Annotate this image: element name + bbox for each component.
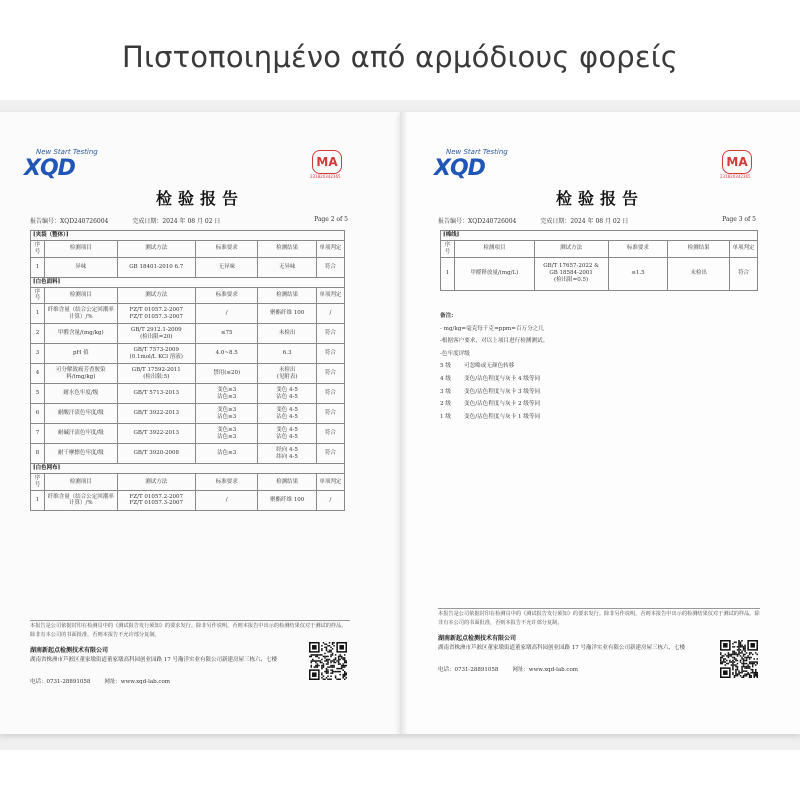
row-item: 纤维含量（结合公定回潮率计算）/% — [45, 490, 117, 510]
row-method: GB/T 5713-2013 — [117, 384, 196, 404]
row-verdict: 符合 — [316, 384, 344, 404]
row-no: 2 — [31, 324, 45, 344]
row-verdict: 符合 — [316, 364, 344, 384]
note-line: - mg/kg=毫克每千克=ppm=百万分之几 — [440, 325, 544, 332]
table-row — [31, 404, 345, 424]
row-requirement: 变色≥3 沾色≥3 — [196, 384, 258, 404]
col-requirement-header: 标准要求 — [196, 287, 258, 304]
row-no: 7 — [31, 424, 45, 444]
company-website: 网址：www.xqd-lab.com — [104, 679, 170, 685]
section-title: [夹袋（整体）] — [31, 231, 345, 241]
row-method: GB/T 17657-2022 & GB 18584-2001 (检出限=0.5) — [534, 257, 608, 290]
note-line: -根据客户要求，对以上项目进行检测测试。 — [440, 338, 549, 345]
table-row — [31, 324, 345, 344]
qr-code — [720, 640, 758, 678]
section-title: [白色网布] — [31, 464, 345, 474]
report-statement: 本报告是公司依据封印在检测员中的《测试报告发行须知》的要求发行。除非另作说明，否则本报告中出示的检测结果仅对于测试的样品。除非有本公司的书面批准，否则本报告不允许部分复制。 — [30, 623, 347, 638]
col-no-header: 序号 — [31, 240, 45, 257]
row-requirement: 变色≥3 沾色≥3 — [196, 424, 258, 444]
page-heading: Πιστοποιημένο από αρμόδιους φορείς — [121, 40, 679, 74]
table-row — [441, 257, 758, 290]
report-statement: 本报告是公司依据封印在检测员中的《测试报告发行须知》的要求发行。除非另作说明，否则本报告中出示的检测结果仅对于测试的样品。除非有本公司的书面批准，否则本报告不允许部分复制。 — [438, 611, 760, 626]
row-result: 未检出 — [258, 324, 316, 344]
col-item-header: 检测项目 — [45, 240, 117, 257]
col-method-header: 测试方法 — [117, 287, 196, 304]
row-method: GB/T 17592-2011 (检出限:5) — [117, 364, 196, 384]
col-requirement-header: 标准要求 — [196, 240, 258, 257]
section-row — [31, 231, 345, 241]
col-verdict-header: 单项判定 — [316, 240, 344, 257]
row-no: 1 — [31, 257, 45, 277]
col-result-header: 检测结果 — [258, 474, 316, 491]
col-item-header: 检测项目 — [45, 287, 117, 304]
grade-level: 2 级 — [440, 401, 451, 408]
row-requirement: / — [196, 304, 258, 324]
row-verdict: / — [316, 304, 344, 324]
xqd-logo: New Start Testing XQD — [24, 148, 98, 181]
col-result-header: 检测结果 — [668, 240, 730, 257]
row-method: GB/T 3922-2013 — [117, 404, 196, 424]
row-method: FZ/T 01057.2-2007 FZ/T 01057.3-2007 — [117, 490, 196, 510]
row-item: 异味 — [45, 257, 117, 277]
grade-level: 5 级 — [440, 363, 451, 370]
row-requirement: ≤75 — [196, 324, 258, 344]
row-method: GB/T 2912.1-2009 (检出限=20) — [117, 324, 196, 344]
row-item: 耐酸汗渍色牢度/级 — [45, 404, 117, 424]
row-requirement: 变色≥3 沾色≥3 — [196, 404, 258, 424]
col-no-header: 序号 — [31, 474, 45, 491]
section-row — [31, 277, 345, 287]
qr-code — [309, 642, 347, 680]
grade-description: 变色/沾色程度与灰卡 4 级等同 — [464, 375, 541, 382]
row-result: 聚酯纤维 100 — [258, 490, 316, 510]
table-row — [31, 304, 345, 324]
grade-line — [440, 386, 760, 399]
row-item: 甲醛释放量/(mg/L) — [454, 257, 534, 290]
report-page-2 — [0, 112, 400, 734]
grade-level: 4 级 — [440, 375, 451, 382]
company-address: 湖南省株洲市芦淞区董家墩街道董家墩高科园创业园路 17 号瀚洋实业有限公司新建房屋三栋六、七楼 — [30, 657, 277, 663]
report-meta — [30, 216, 348, 225]
row-verdict: 符合 — [316, 344, 344, 364]
col-method-header: 测试方法 — [117, 474, 196, 491]
row-item: 耐碱汗渍色牢度/级 — [45, 424, 117, 444]
row-item: 纤维含量（结合公定回潮率计算）/% — [45, 304, 117, 324]
cma-seal: MA — [722, 150, 752, 174]
header-row — [31, 240, 345, 257]
cma-number: 231820342365 — [310, 174, 341, 179]
row-result: 无异味 — [258, 257, 316, 277]
company-phone: 电话：0731-28891058 — [438, 667, 499, 673]
cma-seal: MA — [312, 150, 342, 174]
row-no: 6 — [31, 404, 45, 424]
results-table — [30, 230, 345, 511]
row-requirement: 4.0~8.5 — [196, 344, 258, 364]
row-verdict: / — [316, 490, 344, 510]
grade-description: 变色/沾色程度与灰卡 3 级等同 — [464, 388, 541, 395]
row-no: 4 — [31, 364, 45, 384]
footer-rule — [30, 620, 350, 621]
notes-block — [440, 310, 760, 423]
row-item: pH 值 — [45, 344, 117, 364]
grade-line — [440, 411, 760, 424]
report-meta — [438, 216, 756, 225]
col-method-header: 测试方法 — [534, 240, 608, 257]
row-requirement: 沾色≥3 — [196, 444, 258, 464]
col-item-header: 检测项目 — [45, 474, 117, 491]
footer-rule — [438, 608, 760, 609]
row-method: FZ/T 01057.2-2007 FZ/T 01057.3-2007 — [117, 304, 196, 324]
row-item: 可分解致癌芳香胺染料/(mg/kg) — [45, 364, 117, 384]
row-requirement: / — [196, 490, 258, 510]
row-method: GB 18401-2010 6.7 — [117, 257, 196, 277]
row-no: 1 — [31, 490, 45, 510]
company-name: 湖南新起点检测技术有限公司 — [30, 647, 109, 654]
company-contact — [30, 677, 292, 688]
col-requirement-header: 标准要求 — [608, 240, 668, 257]
row-result: 未检出 — [668, 257, 730, 290]
col-requirement-header: 标准要求 — [196, 474, 258, 491]
company-contact — [438, 665, 710, 676]
row-verdict: 符合 — [316, 444, 344, 464]
col-verdict-header: 单项判定 — [316, 287, 344, 304]
company-phone: 电话：0731-28891058 — [30, 679, 91, 685]
row-method: GB/T 3920-2008 — [117, 444, 196, 464]
table-row — [31, 444, 345, 464]
notes-title: 备注: — [440, 313, 454, 319]
row-requirement: 无异味 — [196, 257, 258, 277]
grade-description: 可忽略或无颜色转移 — [464, 363, 515, 370]
row-no: 3 — [31, 344, 45, 364]
row-result: 变色 4-5 沾色 4-5 — [258, 384, 316, 404]
header-row — [31, 474, 345, 491]
grade-line — [440, 398, 760, 411]
row-result: 6.3 — [258, 344, 316, 364]
xqd-logo: New Start Testing XQD — [434, 148, 508, 181]
table-row — [31, 384, 345, 404]
grade-line — [440, 360, 760, 373]
row-result: 聚酯纤维 100 — [258, 304, 316, 324]
col-result-header: 检测结果 — [258, 240, 316, 257]
row-requirement: 禁用(≤20) — [196, 364, 258, 384]
col-item-header: 检测项目 — [454, 240, 534, 257]
note-line: -色牢度评级 — [440, 350, 470, 357]
col-verdict-header: 单项判定 — [730, 240, 758, 257]
section-title: [白色面料] — [31, 277, 345, 287]
company-name: 湖南新起点检测技术有限公司 — [438, 635, 517, 642]
col-no-header: 序号 — [31, 287, 45, 304]
row-no: 1 — [31, 304, 45, 324]
col-no-header: 序号 — [441, 240, 455, 257]
section-title: [棉线] — [441, 231, 758, 241]
row-method: GB/T 3922-2013 — [117, 424, 196, 444]
table-row — [31, 490, 345, 510]
report-date: 完成日期：2024 年 08 月 02 日 — [540, 218, 629, 225]
row-no: 1 — [441, 257, 455, 290]
section-row — [31, 464, 345, 474]
row-verdict: 符合 — [316, 257, 344, 277]
page-number: Page 3 of 5 — [722, 216, 756, 223]
row-no: 8 — [31, 444, 45, 464]
row-verdict: 符合 — [316, 424, 344, 444]
header-row — [31, 287, 345, 304]
section-row — [441, 231, 758, 241]
row-result: 变色 4-5 沾色 4-5 — [258, 424, 316, 444]
row-verdict: 符合 — [730, 257, 758, 290]
report-title: 检验报告 — [155, 189, 244, 208]
grade-line — [440, 373, 760, 386]
grade-level: 1 级 — [440, 413, 451, 420]
row-method: GB/T 7573-2009 (0.1mol/L KCl 溶液) — [117, 344, 196, 364]
row-requirement: ≤1.5 — [608, 257, 668, 290]
table-row — [31, 344, 345, 364]
report-number: 报告编号：XQD240726004 — [438, 218, 517, 225]
grade-level: 3 级 — [440, 388, 451, 395]
grade-description: 变色/沾色程度与灰卡 1 级等同 — [464, 413, 541, 420]
row-no: 5 — [31, 384, 45, 404]
page-number: Page 2 of 5 — [314, 216, 348, 223]
cma-number: 231820342365 — [720, 174, 751, 179]
row-result: 变色 4-5 沾色 4-5 — [258, 404, 316, 424]
row-verdict: 符合 — [316, 404, 344, 424]
company-website: 网址：www.xqd-lab.com — [512, 667, 578, 673]
row-result: 未检出 (见附表) — [258, 364, 316, 384]
grade-list — [440, 360, 760, 423]
table-row — [31, 424, 345, 444]
results-table — [440, 230, 758, 291]
report-title: 检验报告 — [555, 189, 644, 208]
notes-list — [440, 323, 760, 361]
col-result-header: 检测结果 — [258, 287, 316, 304]
row-item: 甲醛含量/(mg/kg) — [45, 324, 117, 344]
row-verdict: 符合 — [316, 324, 344, 344]
header-row — [441, 240, 758, 257]
row-result: 经向 4-5 纬向 4-5 — [258, 444, 316, 464]
row-item: 耐干摩擦色牢度/级 — [45, 444, 117, 464]
report-page-3 — [400, 112, 800, 734]
company-address: 湖南省株洲市芦淞区董家墩街道董家墩高科园创业园路 17 号瀚洋实业有限公司新建房屋三栋六、七楼 — [438, 645, 685, 651]
report-date: 完成日期：2024 年 08 月 02 日 — [132, 218, 221, 225]
report-number: 报告编号：XQD240726004 — [30, 218, 109, 225]
table-row — [31, 257, 345, 277]
col-verdict-header: 单项判定 — [316, 474, 344, 491]
grade-description: 变色/沾色程度与灰卡 2 级等同 — [464, 401, 541, 408]
col-method-header: 测试方法 — [117, 240, 196, 257]
table-row — [31, 364, 345, 384]
row-item: 耐水色牢度/级 — [45, 384, 117, 404]
